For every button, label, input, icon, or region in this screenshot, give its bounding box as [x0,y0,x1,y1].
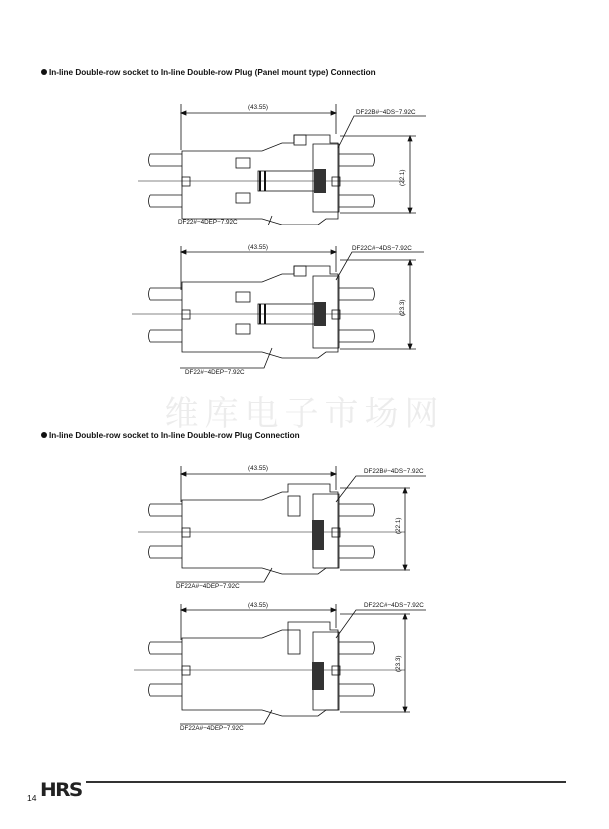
connector-drawing [0,600,609,735]
length-dimension-label: (43.55) [248,244,268,251]
socket-part-number: DF22#−4DEP−7.92C [178,219,238,225]
socket-part-number: DF22#−4DEP−7.92C [185,369,245,376]
page-footer [0,770,609,810]
plug-part-number: DF22C#−4DS−7.92C [364,602,424,609]
hrs-logo: HRS [40,779,82,801]
page-number: 14 [27,793,37,803]
length-dimension-label: (43.55) [248,104,268,111]
section-heading-panel-mount [41,68,376,77]
height-dimension-label: (22.1) [395,517,402,534]
height-dimension-label: (23.3) [399,299,406,316]
height-dimension-label: (23.3) [395,655,402,672]
section-heading-text: In-line Double-row socket to In-line Double-row Plug (Panel mount type) Connection [49,68,376,77]
connector-drawing [0,100,609,225]
bullet-icon [41,69,47,75]
plug-part-number: DF22B#−4DS−7.92C [364,468,424,475]
footer-rule [86,781,566,783]
section-heading-text: In-line Double-row socket to In-line Double-row Plug Connection [49,431,300,440]
height-dimension-label: (22.1) [399,169,406,186]
connector-drawing [0,242,609,377]
socket-part-number: DF22A#−4DEP−7.92C [176,583,240,590]
bullet-icon [41,432,47,438]
plug-part-number: DF22C#−4DS−7.92C [352,245,412,252]
socket-part-number: DF22A#−4DEP−7.92C [180,725,244,732]
connector-drawing [0,462,609,592]
length-dimension-label: (43.55) [248,465,268,472]
plug-part-number: DF22B#−4DS−7.92C [356,109,416,116]
length-dimension-label: (43.55) [248,602,268,609]
watermark-text: 维库电子市场网 [164,394,445,434]
section-heading-standard [41,431,300,440]
